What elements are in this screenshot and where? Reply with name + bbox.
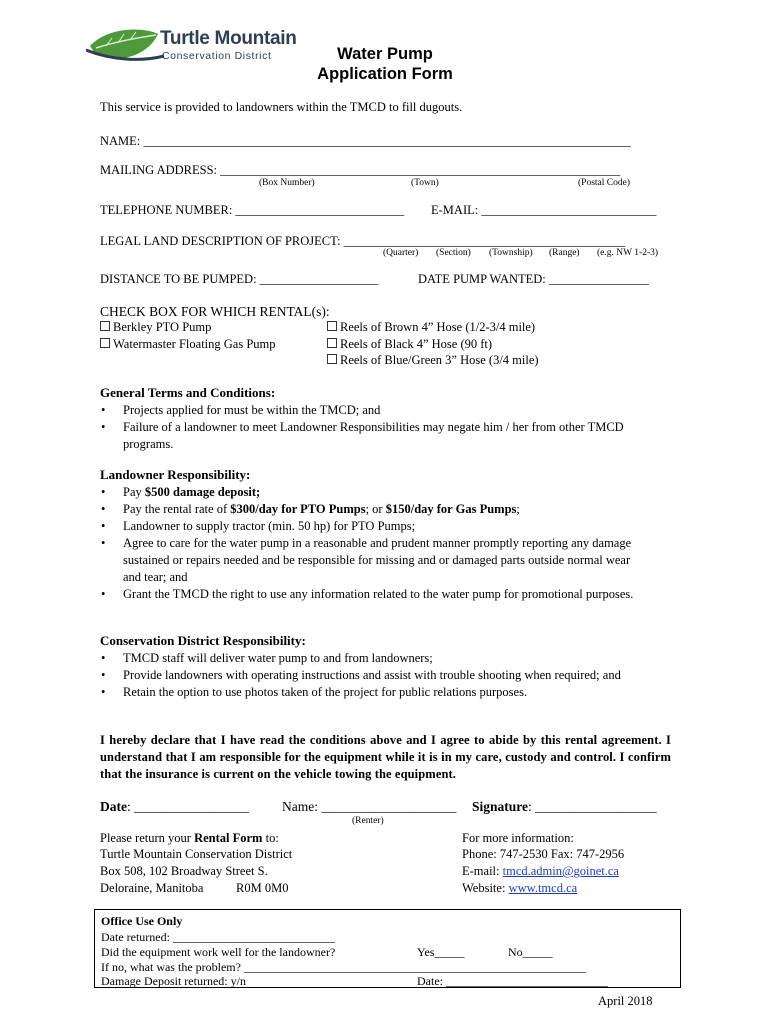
title-line-2: Application Form	[317, 65, 453, 83]
range-caption: (Range)	[549, 248, 580, 258]
general-terms-list	[100, 402, 660, 453]
legal-land-field[interactable]: LEGAL LAND DESCRIPTION OF PROJECT: _____________________________________________	[100, 234, 625, 248]
list-item: • Agree to care for the water pump in a reasonable and prudent manner promptly reporting any damage sustained or repairs needed and be responsible for missing and or damaged parts outside normal wear and tear; and	[100, 535, 638, 586]
signature-label: Signature	[472, 799, 529, 814]
rental-form-label: Rental Form	[194, 831, 263, 845]
deposit-amount: $500 damage deposit;	[144, 485, 261, 499]
pto-rate: $300/day for PTO Pumps	[230, 502, 366, 516]
signature-line: : __________________	[528, 799, 657, 814]
rental-label: Reels of Black 4” Hose (90 ft)	[340, 337, 493, 351]
date-returned-field[interactable]: Date returned: ___________________________	[101, 930, 335, 944]
telephone-field[interactable]: TELEPHONE NUMBER: ___________________________	[100, 203, 405, 217]
footer-date: April 2018	[598, 994, 653, 1008]
list-item: • Retain the option to use photos taken of the project for public relations purposes.	[100, 684, 660, 701]
renter-caption: (Renter)	[352, 816, 384, 826]
list-item: • Failure of a landowner to meet Landowner Responsibilities may negate him / her from other TMCD programs.	[100, 419, 643, 453]
list-item: • Provide landowners with operating instructions and assist with trouble shooting when required; and	[100, 667, 653, 684]
logo-name: Turtle Mountain	[160, 28, 297, 49]
logo-subtitle: Conservation District	[162, 50, 272, 62]
rental-heading: CHECK BOX FOR WHICH RENTAL(s):	[100, 304, 330, 319]
postal-code-caption: (Postal Code)	[578, 178, 630, 188]
gas-rate: $150/day for Gas Pumps	[385, 502, 517, 516]
quarter-caption: (Quarter)	[383, 248, 419, 258]
problem-field[interactable]: If no, what was the problem? _________________________________________________________	[101, 960, 586, 974]
form-title	[285, 44, 485, 84]
date-label: Date	[100, 799, 127, 814]
website-link[interactable]: www.tmcd.ca	[508, 881, 578, 895]
office-use-box	[94, 909, 681, 988]
landowner-heading: Landowner Responsibility:	[100, 467, 251, 482]
return-postal: R0M 0M0	[236, 881, 289, 895]
email-link[interactable]: tmcd.admin@goinet.ca	[502, 864, 619, 878]
list-item: • Landowner to supply tractor (min. 50 hp) for PTO Pumps;	[100, 518, 660, 535]
checkbox[interactable]	[100, 338, 110, 348]
town-caption: (Town)	[411, 178, 439, 188]
checkbox[interactable]	[327, 354, 337, 364]
logo	[86, 26, 297, 72]
checkbox[interactable]	[327, 321, 337, 331]
return-city: Deloraine, Manitoba	[100, 881, 204, 895]
yes-field[interactable]: Yes_____	[417, 945, 465, 959]
turtle-leaf-logo-icon	[86, 26, 166, 70]
contact-heading: For more information:	[462, 831, 574, 845]
list-item: • Grant the TMCD the right to use any information related to the water pump for promotional purposes.	[100, 586, 638, 603]
return-org: Turtle Mountain Conservation District	[100, 847, 293, 861]
equipment-worked-question: Did the equipment work well for the landowner?	[101, 945, 336, 959]
township-caption: (Township)	[489, 248, 533, 258]
intro-text: This service is provided to landowners within the TMCD to fill dugouts.	[100, 100, 463, 114]
rental-option-left-1[interactable]	[100, 336, 276, 353]
office-date-field[interactable]: Date: ___________________________	[417, 974, 608, 988]
contact-email: E-mail: tmcd.admin@goinet.ca	[462, 864, 619, 878]
box-number-caption: (Box Number)	[259, 178, 315, 188]
rental-label: Berkley PTO Pump	[113, 320, 212, 334]
rental-option-right-1[interactable]	[327, 336, 492, 353]
rental-option-right-2[interactable]	[327, 352, 539, 369]
example-caption: (e.g. NW 1-2-3)	[597, 248, 659, 258]
email-field[interactable]: E-MAIL: ____________________________	[431, 203, 657, 217]
section-caption: (Section)	[436, 248, 471, 258]
district-heading: Conservation District Responsibility:	[100, 633, 306, 648]
declaration: I hereby declare that I have read the conditions above and I agree to abide by this rental agreement. I understand that I am responsible for the equipment while it is in my care, custody and control. I confirm that the insurance is current on the vehicle towing the equipment.	[100, 733, 671, 781]
name-field[interactable]: NAME: ______________________________________________________________________________	[100, 134, 631, 148]
list-item: • TMCD staff will deliver water pump to and from landowners;	[100, 650, 660, 667]
distance-field[interactable]: DISTANCE TO BE PUMPED: ___________________	[100, 272, 379, 286]
checkbox[interactable]	[100, 321, 110, 331]
contact-phone: Phone: 747-2530 Fax: 747-2956	[462, 847, 625, 861]
mailing-address-field[interactable]: MAILING ADDRESS: ________________________________________________________________	[100, 163, 621, 177]
rental-option-left-0[interactable]	[100, 319, 211, 336]
rental-label: Reels of Brown 4” Hose (1/2-3/4 mile)	[340, 320, 536, 334]
landowner-list	[100, 484, 660, 603]
district-list	[100, 650, 660, 701]
renter-name-field[interactable]: Name: ____________________	[282, 799, 457, 814]
list-item: • Pay $500 damage deposit;	[100, 484, 660, 501]
rental-label: Watermaster Floating Gas Pump	[113, 337, 276, 351]
return-instructions: Please return your Rental Form to:	[100, 831, 279, 845]
date-signature-field[interactable]	[100, 798, 249, 815]
return-address: Box 508, 102 Broadway Street S.	[100, 864, 268, 878]
date-line: : _________________	[127, 799, 249, 814]
office-heading: Office Use Only	[101, 914, 183, 928]
no-field[interactable]: No_____	[508, 945, 553, 959]
rental-label: Reels of Blue/Green 3” Hose (3/4 mile)	[340, 353, 539, 367]
general-terms-heading: General Terms and Conditions:	[100, 385, 276, 400]
deposit-returned-field[interactable]: Damage Deposit returned: y/n	[101, 974, 246, 988]
list-item: • Pay the rental rate of $300/day for PTO Pumps; or $150/day for Gas Pumps;	[100, 501, 660, 518]
signature-field[interactable]	[472, 798, 657, 815]
checkbox[interactable]	[327, 338, 337, 348]
date-wanted-field[interactable]: DATE PUMP WANTED: ________________	[418, 272, 649, 286]
contact-website: Website: www.tmcd.ca	[462, 881, 578, 895]
title-line-1: Water Pump	[337, 45, 433, 63]
list-item: • Projects applied for must be within the TMCD; and	[100, 402, 660, 419]
rental-option-right-0[interactable]	[327, 319, 535, 336]
